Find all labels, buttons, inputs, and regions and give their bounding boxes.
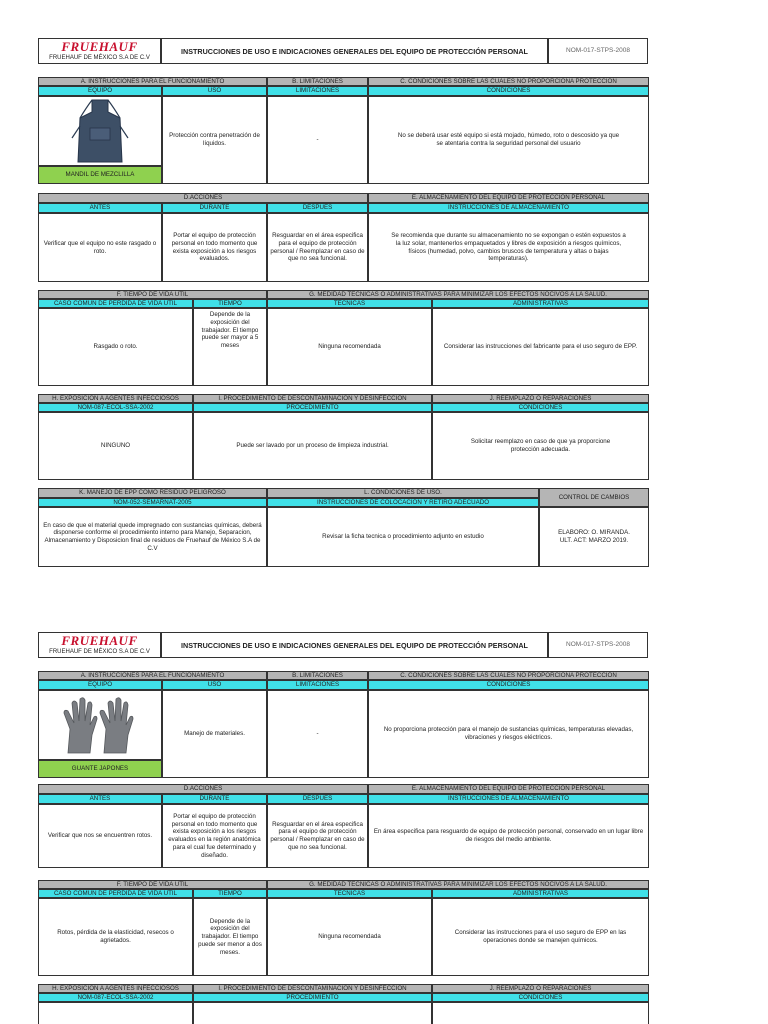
almacenamiento-header: INSTRUCCIONES DE ALMACENAMIENTO — [368, 794, 649, 804]
section-i-header: I. PROCEDIMIENTO DE DESCONTAMINACION Y DESINFECCIÓN — [193, 984, 432, 993]
procedimiento-value: Puede ser lavado por un proceso de limpieza industrial. — [193, 412, 432, 480]
almacenamiento-header: INSTRUCCIONES DE ALMACENAMIENTO — [368, 203, 649, 213]
procedimiento-cell — [193, 1002, 432, 1024]
control-elaboro: ELABORO: O. MIRANDA. — [558, 529, 630, 537]
exposicion-cell — [38, 1002, 193, 1024]
section-j-header: J. REEMPLAZO O REPARACIONES — [432, 984, 649, 993]
apron-icon — [70, 98, 130, 164]
caso-value: Rasgado o roto. — [38, 308, 193, 386]
control-header: CONTROL DE CAMBIOS — [539, 488, 649, 507]
limitaciones-value: - — [267, 96, 368, 184]
condiciones-header: CONDICIONES — [368, 680, 649, 690]
equipment-image-cell — [38, 96, 162, 166]
despues-header: DESPUES — [267, 794, 368, 804]
durante-value: Portar el equipo de protección personal en todo momento que exista exposición a los riesgos evaluados en la región anatómica para el cual fue determinado y diseñado. — [162, 804, 267, 868]
equipo-header: EQUIPO — [38, 86, 162, 96]
administrativas-value: Considerar las instrucciones para el uso seguro de EPP en las operaciones donde se manejen químicos. — [432, 898, 649, 976]
section-h-header: H. EXPOSICIÓN A AGENTES INFECCIOSOS — [38, 984, 193, 993]
control-ult-act: ULT. ACT: MARZO 2019. — [559, 537, 629, 544]
company-name: FRUEHAUF DE MÉXICO S.A DE C.V — [49, 649, 150, 656]
equipment-name: GUANTE JAPONES — [38, 760, 162, 778]
tiempo-header: TIEMPO — [193, 299, 267, 308]
section-b-header: B. LIMITACIONES — [267, 671, 368, 680]
despues-value: Resguardar en el área especifica para el equipo de protección personal / Reemplazar en caso de que no sea funcional. — [267, 804, 368, 868]
nom-h-header: NOM-087-ECOL-SSA-2002 — [38, 403, 193, 412]
document-title: INSTRUCCIONES DE USO E INDICACIONES GENERALES DEL EQUIPO DE PROTECCIÓN PERSONAL — [161, 632, 548, 658]
condiciones-header: CONDICIONES — [368, 86, 649, 96]
document-code: NOM-017-STPS-2008 — [548, 632, 648, 658]
reemplazo-header: CONDICIONES — [432, 993, 649, 1002]
durante-header: DURANTE — [162, 794, 267, 804]
exposicion-value: NINGUNO — [38, 412, 193, 480]
tiempo-value: Depende de la exposición del trabajador. El tiempo puede ser mayor a 5 meses — [193, 308, 267, 386]
limitaciones-header: LIMITACIONES — [267, 86, 368, 96]
condiciones-value: No proporciona protección para el manejo de sustancias químicas, temperaturas elevadas, vibraciones y riesgos eléctricos. — [368, 690, 649, 778]
company-logo-box — [38, 38, 161, 64]
limitaciones-value: - — [267, 690, 368, 778]
section-g-header: G. MEDIDAD TECNICAS O ADMINISTRATIVAS PARA MINIMIZAR LOS EFECTOS NOCIVOS A LA SALUD. — [267, 290, 649, 299]
durante-header: DURANTE — [162, 203, 267, 213]
section-c-header: C. CONDICIONES SOBRE LAS CUALES NO PROPORCIONA PROTECCIÓN — [368, 671, 649, 680]
uso-value: Manejo de materiales. — [162, 690, 267, 778]
section-f-header: F. TIEMPO DE VIDA ÚTIL — [38, 290, 267, 299]
caso-comun-header: CASO COMUN DE PERDIDA DE VIDA UTIL — [38, 889, 193, 898]
reemplazo-header: CONDICIONES — [432, 403, 649, 412]
nom-h-header: NOM-087-ECOL-SSA-2002 — [38, 993, 193, 1002]
colocacion-header: INSTRUCCIONES DE COLOCACION Y RETIRO ADECUADO — [267, 498, 539, 507]
uso-value: Protección contra penetración de líquidos. — [162, 96, 267, 184]
equipo-header: EQUIPO — [38, 680, 162, 690]
section-f-header: F. TIEMPO DE VIDA ÚTIL — [38, 880, 267, 889]
almacenamiento-value: En área especifica para resguardo de equipo de protección personal, conservado en un lugar libre de riesgos del medio ambiente. — [368, 804, 649, 868]
administrativas-value: Considerar las instrucciones del fabricante para el uso seguro de EPP. — [432, 308, 649, 386]
company-name: FRUEHAUF DE MÉXICO S.A DE C.V — [49, 55, 150, 62]
procedimiento-header: PROCEDIMIENTO — [193, 403, 432, 412]
section-l-header: L. CONDICIONES DE USO. — [267, 488, 539, 498]
tiempo-value: Depende de la exposición del trabajador. El tiempo puede ser menor a dos meses. — [193, 898, 267, 976]
fruehauf-logo: FRUEHAUF — [61, 39, 138, 55]
section-k-header: K. MANEJO DE EPP COMO RESIDUO PELIGROSO — [38, 488, 267, 498]
procedimiento-header: PROCEDIMIENTO — [193, 993, 432, 1002]
tecnicas-header: TECNICAS — [267, 889, 432, 898]
section-c-header: C. CONDICIONES SOBRE LAS CUALES NO PROPORCIONA PROTECCIÓN — [368, 77, 649, 86]
document-title: INSTRUCCIONES DE USO E INDICACIONES GENERALES DEL EQUIPO DE PROTECCIÓN PERSONAL — [161, 38, 548, 64]
tiempo-header: TIEMPO — [193, 889, 267, 898]
document-code: NOM-017-STPS-2008 — [548, 38, 648, 64]
despues-header: DESPUES — [267, 203, 368, 213]
section-d-header: D.ACCIONES — [38, 193, 368, 203]
colocacion-value: Revisar la ficha tecnica o procedimiento adjunto en estudio — [267, 507, 539, 567]
section-e-header: E. ALMACENAMIENTO DEL EQUIPO DE PROTECCION PERSONAL — [368, 784, 649, 794]
section-b-header: B. LIMITACIONES — [267, 77, 368, 86]
equipment-name: MANDIL DE MEZCLILLA — [38, 166, 162, 184]
section-g-header: G. MEDIDAD TECNICAS O ADMINISTRATIVAS PARA MINIMIZAR LOS EFECTOS NOCIVOS A LA SALUD. — [267, 880, 649, 889]
nom-k-header: NOM-052-SEMARNAT-2005 — [38, 498, 267, 507]
reemplazo-value: Solicitar reemplazo en caso de que ya proporcione protección adecuada. — [432, 412, 649, 480]
antes-header: ANTES — [38, 794, 162, 804]
limitaciones-header: LIMITACIONES — [267, 680, 368, 690]
section-e-header: E. ALMACENAMIENTO DEL EQUIPO DE PROTECCION PERSONAL — [368, 193, 649, 203]
antes-value: Verificar que nos se encuentren rotos. — [38, 804, 162, 868]
fruehauf-logo: FRUEHAUF — [61, 633, 138, 649]
administrativas-header: ADMINISTRATIVAS — [432, 889, 649, 898]
condiciones-value: No se deberá usar esté equipo si está mojado, húmedo, roto o descosido ya que se atentaria contra la seguridad personal del usuario — [368, 96, 649, 184]
despues-value: Resguardar en el área especifica para el equipo de protección personal / Reemplazar en caso de que no sea funcional. — [267, 213, 368, 282]
uso-header: USO — [162, 86, 267, 96]
durante-value: Portar el equipo de protección personal en todo momento que exista exposición a los riesgos evaluados. — [162, 213, 267, 282]
control-value — [539, 507, 649, 567]
reemplazo-cell — [432, 1002, 649, 1024]
tecnicas-value: Ninguna recomendada — [267, 898, 432, 976]
section-h-header: H. EXPOSICIÓN A AGENTES INFECCIOSOS — [38, 394, 193, 403]
residuo-value: En caso de que el material quede impregnado con sustancias químicas, deberá disponerse conforme el procedimiento interno para Manejo, Separacion, Almacenamiento y Disposicion final de residuos de Fruehauf de México S.A de C.V — [38, 507, 267, 567]
tecnicas-header: TECNICAS — [267, 299, 432, 308]
antes-header: ANTES — [38, 203, 162, 213]
company-logo-box — [38, 632, 161, 658]
uso-header: USO — [162, 680, 267, 690]
section-i-header: I. PROCEDIMIENTO DE DESCONTAMINACION Y DESINFECCIÓN — [193, 394, 432, 403]
section-d-header: D.ACCIONES — [38, 784, 368, 794]
caso-comun-header: CASO COMUN DE PERDIDA DE VIDA UTIL — [38, 299, 193, 308]
gloves-icon — [60, 695, 140, 755]
almacenamiento-value: Se recomienda que durante su almacenamiento no se expongan o estén expuestos a la luz solar, mantenerlos empaquetados y libres de exposición a riesgos químicos, físicos (humedad, polvo, cambios bruscos de temperatura y altas o bajas temperaturas). — [368, 213, 649, 282]
section-a-header: A. INSTRUCCIONES PARA EL FUNCIONAMIENTO — [38, 671, 267, 680]
administrativas-header: ADMINISTRATIVAS — [432, 299, 649, 308]
caso-value: Rotos, pérdida de la elasticidad, resecos o agrietados. — [38, 898, 193, 976]
section-j-header: J. REEMPLAZO O REPARACIONES — [432, 394, 649, 403]
tecnicas-value: Ninguna recomendada — [267, 308, 432, 386]
section-a-header: A. INSTRUCCIONES PARA EL FUNCIONAMIENTO — [38, 77, 267, 86]
antes-value: Verificar que el equipo no este rasgado o roto. — [38, 213, 162, 282]
equipment-image-cell — [38, 690, 162, 760]
